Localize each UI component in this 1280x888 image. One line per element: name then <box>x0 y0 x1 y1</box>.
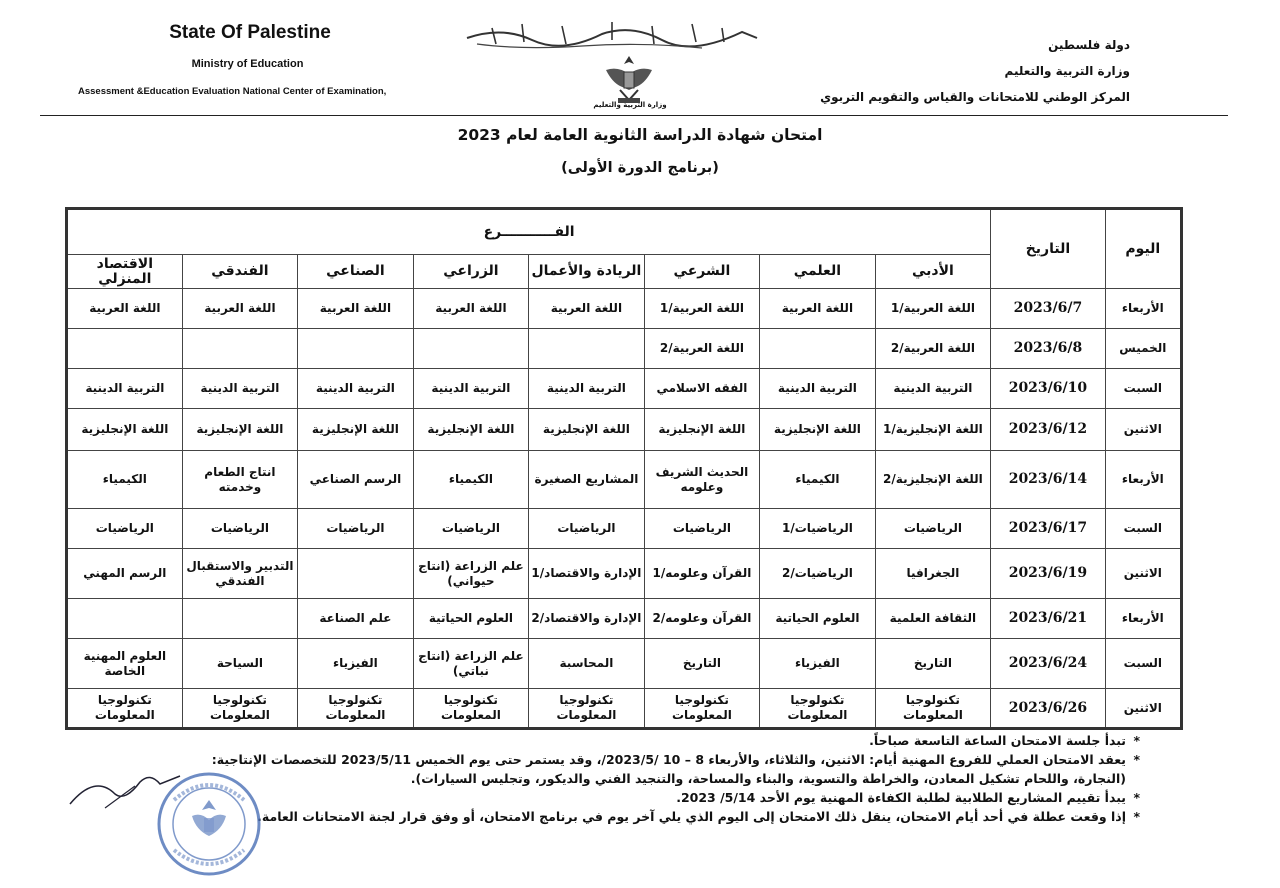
subject-cell: تكنولوجيا المعلومات <box>298 689 414 729</box>
branch-col-header: الصناعي <box>298 255 414 289</box>
subject-cell: الحديث الشريف وعلومه <box>644 451 760 509</box>
subject-cell: تكنولوجيا المعلومات <box>67 689 183 729</box>
subject-cell: اللغة العربية <box>298 289 414 329</box>
subject-cell: الرسم المهني <box>67 549 183 599</box>
subject-cell: اللغة الإنجليزية/2 <box>875 451 991 509</box>
exam-schedule-table <box>65 207 1183 730</box>
subject-cell <box>529 329 645 369</box>
subject-cell: التربية الدينية <box>182 369 298 409</box>
schedule-row <box>67 549 1182 599</box>
date-cell: 2023/6/7 <box>991 289 1106 329</box>
subject-cell: الرياضيات <box>644 509 760 549</box>
subject-cell <box>182 329 298 369</box>
date-cell: 2023/6/21 <box>991 599 1106 639</box>
arabic-center-name: المركز الوطني للامتحانات والقياس والتقويم التربوي <box>820 90 1130 104</box>
day-cell: الأربعاء <box>1105 289 1181 329</box>
branch-col-header: الاقتصاد المنزلي <box>67 255 183 289</box>
subject-cell: تكنولوجيا المعلومات <box>760 689 876 729</box>
subject-cell: اللغة الإنجليزية <box>644 409 760 451</box>
note-start-time: * تبدأ جلسة الامتحان الساعة التاسعة صباحاً. <box>100 731 1140 750</box>
subject-cell: اللغة الإنجليزية <box>298 409 414 451</box>
schedule-row <box>67 689 1182 729</box>
subject-cell: الكيمياء <box>760 451 876 509</box>
english-ministry: Ministry of Education <box>191 58 304 70</box>
subject-cell: اللغة العربية/2 <box>644 329 760 369</box>
subject-cell: الرياضيات <box>413 509 529 549</box>
subject-cell: علم الصناعة <box>298 599 414 639</box>
subject-cell: اللغة الإنجليزية <box>67 409 183 451</box>
date-cell: 2023/6/10 <box>991 369 1106 409</box>
subject-cell: اللغة الإنجليزية <box>413 409 529 451</box>
subject-cell: الرياضيات <box>529 509 645 549</box>
subject-cell: التربية الدينية <box>875 369 991 409</box>
subject-cell: العلوم الحياتية <box>760 599 876 639</box>
schedule-row <box>67 369 1182 409</box>
branch-col-header: الشرعي <box>644 255 760 289</box>
subject-cell: القرآن وعلومه/1 <box>644 549 760 599</box>
subject-cell: الرياضيات/2 <box>760 549 876 599</box>
subject-cell: الرياضيات <box>875 509 991 549</box>
subject-cell: اللغة العربية <box>182 289 298 329</box>
emblem-caption: وزارة التربية والتعليم <box>593 101 667 109</box>
subject-cell: الثقافة العلمية <box>875 599 991 639</box>
subject-cell: التربية الدينية <box>529 369 645 409</box>
subject-cell: اللغة الإنجليزية <box>760 409 876 451</box>
day-cell: السبت <box>1105 509 1181 549</box>
subject-cell: تكنولوجيا المعلومات <box>529 689 645 729</box>
day-cell: السبت <box>1105 639 1181 689</box>
day-cell: الاثنين <box>1105 689 1181 729</box>
date-cell: 2023/6/14 <box>991 451 1106 509</box>
subject-cell <box>182 599 298 639</box>
note-practical-specialties: (النجارة، واللحام تشكيل المعادن، والخراطة والتسوية، والبناء والمساحة، والتنجيد الفني والديكور، وتجليس السيارات). <box>410 771 1126 786</box>
subject-cell: الكيمياء <box>413 451 529 509</box>
day-header: اليوم <box>1105 209 1181 289</box>
subject-cell: الفيزياء <box>298 639 414 689</box>
subject-cell: اللغة الإنجليزية <box>529 409 645 451</box>
subject-cell: الرياضيات/1 <box>760 509 876 549</box>
date-cell: 2023/6/19 <box>991 549 1106 599</box>
subject-cell: التدبير والاستقبال الفندقي <box>182 549 298 599</box>
day-cell: الأربعاء <box>1105 599 1181 639</box>
subject-cell: تكنولوجيا المعلومات <box>413 689 529 729</box>
subject-cell <box>67 329 183 369</box>
schedule-row <box>67 329 1182 369</box>
subject-cell: الرياضيات <box>67 509 183 549</box>
subject-cell: الإدارة والاقتصاد/2 <box>529 599 645 639</box>
document-subtitle: (برنامج الدورة الأولى) <box>561 160 719 176</box>
subject-cell: اللغة العربية <box>67 289 183 329</box>
subject-cell: اللغة الإنجليزية <box>182 409 298 451</box>
arabic-ministry: وزارة التربية والتعليم <box>1004 64 1130 78</box>
subject-cell: الإدارة والاقتصاد/1 <box>529 549 645 599</box>
palestine-eagle-emblem-icon <box>598 52 660 108</box>
branch-col-header: الأدبي <box>875 255 991 289</box>
branch-col-header: الريادة والأعمال <box>529 255 645 289</box>
subject-cell: المشاريع الصغيرة <box>529 451 645 509</box>
date-cell: 2023/6/24 <box>991 639 1106 689</box>
subject-cell: التاريخ <box>875 639 991 689</box>
document-title: امتحان شهادة الدراسة الثانوية العامة لعام 2023 <box>457 126 823 144</box>
official-stamp-seal <box>154 770 264 878</box>
subject-cell: انتاج الطعام وخدمته <box>182 451 298 509</box>
subject-cell: اللغة العربية/1 <box>644 289 760 329</box>
note-practical-exam: * يعقد الامتحان العملي للفروع المهنية أيام: الاثنين، والثلاثاء، والأربعاء 8 – 10 /2023/5/، وقد يستمر حتى يوم الخميس 2023/5/11 للتخصصات الإنتاجية: <box>100 750 1140 769</box>
subject-cell: اللغة العربية/1 <box>875 289 991 329</box>
subject-cell: الرياضيات <box>182 509 298 549</box>
date-cell: 2023/6/17 <box>991 509 1106 549</box>
note-holiday-rule: * إذا وقعت عطلة في أحد أيام الامتحان، ينقل ذلك الامتحان إلى اليوم الذي يلي آخر يوم في برنامج الامتحان، أو وفق قرار لجنة الامتحانات العامة. <box>100 807 1140 826</box>
day-cell: الاثنين <box>1105 549 1181 599</box>
branch-header: الفـــــــــــرع <box>67 209 991 255</box>
subject-cell: الفيزياء <box>760 639 876 689</box>
subject-cell <box>760 329 876 369</box>
basmala-calligraphy <box>462 18 762 52</box>
subject-cell: الرسم الصناعي <box>298 451 414 509</box>
day-cell: السبت <box>1105 369 1181 409</box>
schedule-row <box>67 289 1182 329</box>
branch-col-header: العلمي <box>760 255 876 289</box>
subject-cell: علم الزراعة (انتاج حيواني) <box>413 549 529 599</box>
note-project-evaluation: * يبدأ تقييم المشاريع الطلابية لطلبة الكفاءة المهنية يوم الأحد 5/14/ 2023. <box>100 788 1140 807</box>
schedule-row <box>67 599 1182 639</box>
date-cell: 2023/6/8 <box>991 329 1106 369</box>
date-cell: 2023/6/26 <box>991 689 1106 729</box>
subject-cell: اللغة العربية <box>413 289 529 329</box>
day-cell: الأربعاء <box>1105 451 1181 509</box>
day-cell: الخميس <box>1105 329 1181 369</box>
english-center-name: Assessment &Education Evaluation National Center of Examination, <box>78 86 387 97</box>
subject-cell: اللغة العربية/2 <box>875 329 991 369</box>
subject-cell: التربية الدينية <box>760 369 876 409</box>
schedule-row <box>67 451 1182 509</box>
subject-cell: تكنولوجيا المعلومات <box>182 689 298 729</box>
subject-cell: المحاسبة <box>529 639 645 689</box>
schedule-row <box>67 509 1182 549</box>
subject-cell: تكنولوجيا المعلومات <box>875 689 991 729</box>
english-header <box>60 22 460 97</box>
subject-cell: العلوم الحياتية <box>413 599 529 639</box>
header-divider <box>40 115 1228 116</box>
arabic-state: دولة فلسطين <box>1048 38 1130 52</box>
branch-col-header: الفندقي <box>182 255 298 289</box>
subject-cell: علم الزراعة (انتاج نباتي) <box>413 639 529 689</box>
date-header: التاريخ <box>991 209 1106 289</box>
arabic-header <box>820 32 1130 110</box>
subject-cell: التربية الدينية <box>413 369 529 409</box>
subject-cell: الفقه الاسلامي <box>644 369 760 409</box>
subject-cell: الجغرافيا <box>875 549 991 599</box>
subject-cell: تكنولوجيا المعلومات <box>644 689 760 729</box>
subject-cell <box>413 329 529 369</box>
schedule-row <box>67 409 1182 451</box>
subject-cell: اللغة الإنجليزية/1 <box>875 409 991 451</box>
english-state-title: State Of Palestine <box>169 22 331 43</box>
subject-cell: التاريخ <box>644 639 760 689</box>
date-cell: 2023/6/12 <box>991 409 1106 451</box>
subject-cell: اللغة العربية <box>529 289 645 329</box>
subject-cell: التربية الدينية <box>67 369 183 409</box>
schedule-row <box>67 639 1182 689</box>
subject-cell: السياحة <box>182 639 298 689</box>
subject-cell <box>298 329 414 369</box>
subject-cell <box>67 599 183 639</box>
subject-cell: الرياضيات <box>298 509 414 549</box>
subject-cell: التربية الدينية <box>298 369 414 409</box>
day-cell: الاثنين <box>1105 409 1181 451</box>
subject-cell: القرآن وعلومه/2 <box>644 599 760 639</box>
subject-cell: اللغة العربية <box>760 289 876 329</box>
subject-cell <box>298 549 414 599</box>
subject-cell: الكيمياء <box>67 451 183 509</box>
branch-col-header: الزراعي <box>413 255 529 289</box>
subject-cell: العلوم المهنية الخاصة <box>67 639 183 689</box>
